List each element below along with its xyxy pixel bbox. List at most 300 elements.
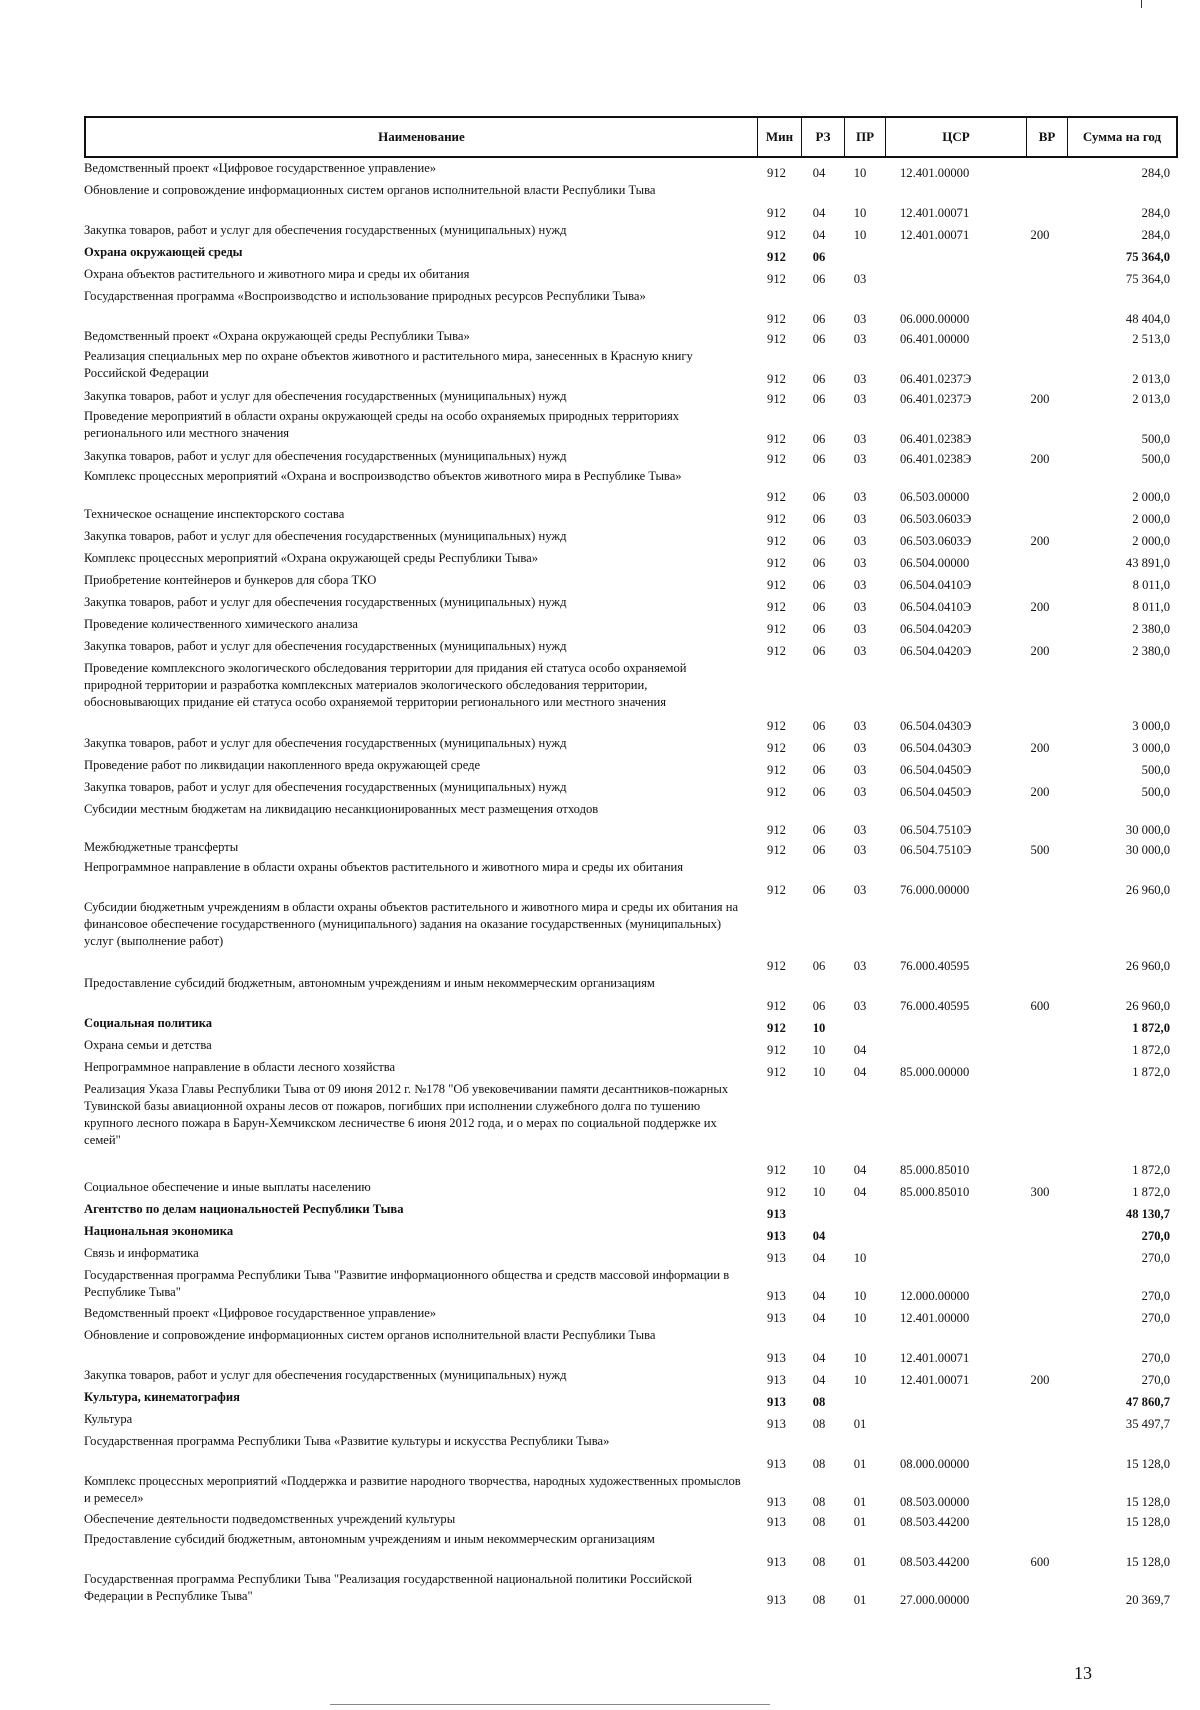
row-min: 912 [767, 823, 786, 837]
row-rz: 06 [812, 534, 826, 548]
row-csr: 06.504.00000 [900, 556, 970, 570]
row-min: 912 [767, 392, 786, 406]
row-csr: 12.401.00000 [900, 166, 970, 180]
row-rz: 06 [812, 843, 826, 857]
row-rz: 04 [812, 1251, 826, 1265]
row-codes [755, 1179, 1178, 1201]
row-sum: 15 128,0 [1125, 1515, 1170, 1529]
row-csr: 76.000.40595 [900, 959, 970, 973]
row-name: Закупка товаров, работ и услуг для обеспечения государственных (муниципальных) нужд [84, 223, 567, 237]
row-min: 912 [767, 1043, 786, 1057]
row-csr: 06.401.0238Э [900, 452, 972, 466]
row-codes [755, 1411, 1178, 1433]
row-sum: 500,0 [1141, 432, 1170, 446]
table-row [84, 328, 1178, 348]
row-min: 912 [767, 512, 786, 526]
row-sum: 15 128,0 [1125, 1457, 1170, 1471]
row-codes [755, 550, 1178, 572]
row-sum: 26 960,0 [1125, 883, 1170, 897]
row-rz: 04 [812, 166, 826, 180]
row-sum: 26 960,0 [1125, 999, 1170, 1013]
row-sum: 2 380,0 [1132, 644, 1170, 658]
row-min: 913 [767, 1229, 786, 1243]
row-name: Государственная программа Республики Тыва "Реализация государственной национальной политики Российской Федерации в Республике Тыва" [84, 1572, 692, 1603]
row-sum: 270,0 [1141, 1251, 1170, 1265]
row-codes [755, 288, 1178, 328]
row-name: Обновление и сопровождение информационных систем органов исполнительной власти Республики Тыва [84, 183, 656, 197]
row-rz: 06 [812, 959, 826, 973]
row-csr: 08.503.44200 [900, 1555, 970, 1569]
row-min: 912 [767, 556, 786, 570]
row-sum: 15 128,0 [1125, 1555, 1170, 1569]
row-name: Комплекс процессных мероприятий «Поддержка и развитие народного творчества, народных художественных промыслов и ремесел» [84, 1474, 741, 1505]
row-sum: 1 872,0 [1132, 1065, 1170, 1079]
row-min: 912 [767, 534, 786, 548]
row-rz: 10 [812, 1043, 826, 1057]
table-row [84, 975, 1178, 1015]
row-codes [755, 388, 1178, 408]
row-codes [755, 638, 1178, 660]
row-codes [755, 975, 1178, 1015]
row-csr: 08.503.44200 [900, 1515, 970, 1529]
row-rz: 06 [812, 578, 826, 592]
table-row [84, 1245, 1178, 1267]
row-pr: 10 [853, 1351, 867, 1365]
row-pr: 04 [853, 1185, 867, 1199]
row-csr: 76.000.00000 [900, 883, 970, 897]
row-name: Национальная экономика [84, 1224, 234, 1238]
row-pr: 03 [853, 432, 867, 446]
row-codes [755, 1267, 1178, 1305]
row-sum: 2 013,0 [1132, 372, 1170, 386]
table-row [84, 348, 1178, 388]
row-min: 912 [767, 1185, 786, 1199]
row-min: 912 [767, 1163, 786, 1177]
table-row [84, 1015, 1178, 1037]
row-name: Государственная программа Республики Тыва "Развитие информационного общества и средств массовой информации в Республике Тыва" [84, 1268, 730, 1299]
row-name: Обеспечение деятельности подведомственных учреждений культуры [84, 1512, 456, 1526]
row-pr: 01 [853, 1515, 867, 1529]
row-name: Межбюджетные трансферты [84, 840, 239, 854]
table-row [84, 1327, 1178, 1367]
row-min: 912 [767, 332, 786, 346]
row-min: 912 [767, 622, 786, 636]
table-row [84, 1267, 1178, 1305]
table-row [84, 572, 1178, 594]
row-csr: 06.504.0450Э [900, 785, 972, 799]
table-row [84, 160, 1178, 182]
row-pr: 01 [853, 1495, 867, 1509]
table-row [84, 1081, 1178, 1179]
table-row [84, 288, 1178, 328]
row-codes [755, 859, 1178, 899]
row-sum: 270,0 [1141, 1351, 1170, 1365]
scan-mark-top-right [1141, 0, 1142, 8]
table-row [84, 801, 1178, 839]
row-name: Субсидии местным бюджетам на ликвидацию несанкционированных мест размещения отходов [84, 802, 599, 816]
table-row [84, 757, 1178, 779]
row-sum: 8 011,0 [1132, 578, 1170, 592]
row-pr: 03 [853, 785, 867, 799]
row-sum: 500,0 [1141, 452, 1170, 466]
row-min: 913 [767, 1373, 786, 1387]
row-name: Государственная программа Республики Тыва «Развитие культуры и искусства Республики Тыва» [84, 1434, 610, 1448]
table-body [84, 160, 1178, 1609]
table-row [84, 1571, 1178, 1609]
row-min: 912 [767, 578, 786, 592]
row-sum: 15 128,0 [1125, 1495, 1170, 1509]
row-rz: 06 [812, 823, 826, 837]
row-name: Техническое оснащение инспекторского состава [84, 507, 345, 521]
row-rz: 06 [812, 785, 826, 799]
row-rz: 06 [812, 999, 826, 1013]
row-min: 912 [767, 883, 786, 897]
row-rz: 04 [812, 206, 826, 220]
row-rz: 06 [812, 272, 826, 286]
table-row [84, 660, 1178, 735]
row-vr: 200 [1030, 452, 1050, 466]
row-pr: 03 [853, 600, 867, 614]
row-min: 912 [767, 250, 786, 264]
table-row [84, 408, 1178, 448]
row-vr: 200 [1030, 785, 1050, 799]
row-rz: 08 [812, 1395, 826, 1409]
row-sum: 1 872,0 [1132, 1185, 1170, 1199]
row-vr: 600 [1030, 1555, 1050, 1569]
row-csr: 12.000.00000 [900, 1289, 970, 1303]
row-pr: 03 [853, 272, 867, 286]
row-name: Комплекс процессных мероприятий «Охрана и воспроизводство объектов животного мира в Республике Тыва» [84, 469, 682, 483]
row-name: Проведение мероприятий в области охраны окружающей среды на особо охраняемых природных территориях регионального или местного значения [84, 409, 680, 440]
row-name: Закупка товаров, работ и услуг для обеспечения государственных (муниципальных) нужд [84, 1368, 567, 1382]
row-pr: 03 [853, 741, 867, 755]
row-sum: 2 000,0 [1132, 534, 1170, 548]
row-pr: 03 [853, 823, 867, 837]
row-codes [755, 616, 1178, 638]
table-row [84, 1037, 1178, 1059]
row-pr: 10 [853, 1289, 867, 1303]
row-min: 913 [767, 1555, 786, 1569]
row-sum: 35 497,7 [1125, 1417, 1170, 1431]
row-name: Культура, кинематография [84, 1390, 240, 1404]
table-header [84, 116, 1178, 158]
row-pr: 03 [853, 578, 867, 592]
row-codes [755, 160, 1178, 182]
scan-line-bottom [330, 1704, 770, 1705]
row-rz: 08 [812, 1555, 826, 1569]
table-row [84, 1059, 1178, 1081]
row-rz: 06 [812, 372, 826, 386]
row-csr: 06.504.0430Э [900, 741, 972, 755]
table-row [84, 859, 1178, 899]
header-csr: ЦСР [885, 118, 1026, 156]
row-name: Реализация Указа Главы Республики Тыва от 09 июня 2012 г. №178 "Об увековечивании памяти десантников-пожарных Тувинской базы авиационной охраны лесов от пожаров, погибших при исполнении служебного долга по тушению крупного лесного пожара в Барун-Хемчикском лесничестве 6 июня 2012 года, и о мерах по социальной поддержке их семей" [84, 1082, 729, 1147]
row-csr: 06.504.0410Э [900, 578, 972, 592]
row-codes [755, 899, 1178, 975]
row-vr: 600 [1030, 999, 1050, 1013]
row-min: 912 [767, 999, 786, 1013]
row-codes [755, 779, 1178, 801]
row-csr: 06.504.0420Э [900, 622, 972, 636]
row-sum: 2 513,0 [1132, 332, 1170, 346]
table-row [84, 616, 1178, 638]
row-min: 912 [767, 272, 786, 286]
row-rz: 08 [812, 1457, 826, 1471]
row-codes [755, 1511, 1178, 1531]
row-sum: 2 380,0 [1132, 622, 1170, 636]
row-sum: 47 860,7 [1125, 1395, 1170, 1409]
row-min: 912 [767, 644, 786, 658]
row-rz: 06 [812, 332, 826, 346]
row-min: 912 [767, 228, 786, 242]
row-pr: 01 [853, 1593, 867, 1607]
row-sum: 284,0 [1141, 228, 1170, 242]
row-sum: 284,0 [1141, 166, 1170, 180]
row-min: 912 [767, 490, 786, 504]
row-pr: 03 [853, 512, 867, 526]
row-csr: 06.503.00000 [900, 490, 970, 504]
row-csr: 06.503.0603Э [900, 512, 972, 526]
row-rz: 04 [812, 1289, 826, 1303]
row-sum: 270,0 [1141, 1373, 1170, 1387]
row-pr: 03 [853, 312, 867, 326]
row-name: Предоставление субсидий бюджетным, автономным учреждениям и иным некоммерческим организациям [84, 1532, 655, 1546]
row-min: 912 [767, 452, 786, 466]
row-sum: 1 872,0 [1132, 1021, 1170, 1035]
row-codes [755, 1571, 1178, 1609]
row-codes [755, 1473, 1178, 1511]
row-codes [755, 594, 1178, 616]
table-row [84, 899, 1178, 975]
table-row [84, 222, 1178, 244]
table-row [84, 594, 1178, 616]
table-row [84, 1223, 1178, 1245]
table-row [84, 839, 1178, 859]
row-rz: 10 [812, 1021, 826, 1035]
row-min: 913 [767, 1207, 786, 1221]
row-codes [755, 448, 1178, 468]
row-codes [755, 408, 1178, 448]
row-pr: 01 [853, 1457, 867, 1471]
row-sum: 270,0 [1141, 1311, 1170, 1325]
row-rz: 04 [812, 1373, 826, 1387]
row-min: 912 [767, 600, 786, 614]
row-sum: 43 891,0 [1125, 556, 1170, 570]
row-rz: 06 [812, 250, 826, 264]
row-name: Непрограммное направление в области лесного хозяйства [84, 1060, 396, 1074]
row-vr: 200 [1030, 600, 1050, 614]
row-min: 912 [767, 959, 786, 973]
row-codes [755, 1367, 1178, 1389]
row-sum: 3 000,0 [1132, 741, 1170, 755]
row-vr: 200 [1030, 534, 1050, 548]
row-name: Обновление и сопровождение информационных систем органов исполнительной власти Республики Тыва [84, 1328, 656, 1342]
row-rz: 10 [812, 1185, 826, 1199]
row-rz: 06 [812, 622, 826, 636]
row-csr: 06.401.00000 [900, 332, 970, 346]
row-sum: 26 960,0 [1125, 959, 1170, 973]
row-name: Социальное обеспечение и иные выплаты населению [84, 1180, 371, 1194]
row-rz: 10 [812, 1163, 826, 1177]
row-pr: 03 [853, 534, 867, 548]
row-name: Закупка товаров, работ и услуг для обеспечения государственных (муниципальных) нужд [84, 639, 567, 653]
row-csr: 08.000.00000 [900, 1457, 970, 1471]
row-codes [755, 1305, 1178, 1327]
row-sum: 20 369,7 [1125, 1593, 1170, 1607]
row-min: 912 [767, 1021, 786, 1035]
row-rz: 08 [812, 1515, 826, 1529]
row-codes [755, 1389, 1178, 1411]
table-row [84, 528, 1178, 550]
row-rz: 06 [812, 392, 826, 406]
row-rz: 06 [812, 741, 826, 755]
header-rz: РЗ [801, 118, 844, 156]
row-codes [755, 1327, 1178, 1367]
row-min: 913 [767, 1251, 786, 1265]
row-rz: 04 [812, 1351, 826, 1365]
row-rz: 04 [812, 228, 826, 242]
row-pr: 03 [853, 392, 867, 406]
row-codes [755, 660, 1178, 735]
row-name: Проведение количественного химического анализа [84, 617, 358, 631]
row-pr: 03 [853, 332, 867, 346]
row-min: 913 [767, 1351, 786, 1365]
row-pr: 03 [853, 763, 867, 777]
row-codes [755, 572, 1178, 594]
table-row [84, 1531, 1178, 1571]
row-csr: 76.000.40595 [900, 999, 970, 1013]
table-row [84, 388, 1178, 408]
row-codes [755, 1201, 1178, 1223]
row-min: 912 [767, 843, 786, 857]
row-csr: 06.401.0237Э [900, 372, 972, 386]
row-name: Ведомственный проект «Цифровое государственное управление» [84, 1306, 437, 1320]
row-rz: 06 [812, 556, 826, 570]
row-pr: 01 [853, 1417, 867, 1431]
row-name: Приобретение контейнеров и бункеров для сбора ТКО [84, 573, 377, 587]
row-vr: 300 [1030, 1185, 1050, 1199]
row-name: Ведомственный проект «Цифровое государственное управление» [84, 161, 437, 175]
page-number: 13 [1074, 1663, 1092, 1683]
header-min: Мин [757, 118, 801, 156]
row-pr: 03 [853, 644, 867, 658]
row-name: Агентство по делам национальностей Республики Тыва [84, 1202, 404, 1216]
row-codes [755, 348, 1178, 388]
row-pr: 03 [853, 490, 867, 504]
row-name: Закупка товаров, работ и услуг для обеспечения государственных (муниципальных) нужд [84, 736, 567, 750]
row-pr: 04 [853, 1043, 867, 1057]
row-name: Ведомственный проект «Охрана окружающей среды Республики Тыва» [84, 329, 470, 343]
row-pr: 03 [853, 883, 867, 897]
row-min: 912 [767, 719, 786, 733]
row-codes [755, 222, 1178, 244]
row-codes [755, 506, 1178, 528]
row-vr: 200 [1030, 1373, 1050, 1387]
row-codes [755, 468, 1178, 506]
row-pr: 03 [853, 556, 867, 570]
row-min: 913 [767, 1395, 786, 1409]
row-min: 913 [767, 1289, 786, 1303]
row-min: 913 [767, 1515, 786, 1529]
row-pr: 10 [853, 228, 867, 242]
row-csr: 12.401.00071 [900, 1373, 970, 1387]
row-csr: 06.504.7510Э [900, 823, 972, 837]
row-rz: 06 [812, 452, 826, 466]
row-name: Субсидии бюджетным учреждениям в области охраны объектов растительного и животного мира и среды их обитания на финансовое обеспечение государственного (муниципального) задания на оказание государственных (муниципальных) услуг (выполнение работ) [84, 900, 739, 948]
row-csr: 12.401.00071 [900, 228, 970, 242]
row-name: Реализация специальных мер по охране объектов животного и растительного мира, занесенных в Красную книгу Российской Федерации [84, 349, 693, 380]
row-pr: 03 [853, 843, 867, 857]
row-codes [755, 1059, 1178, 1081]
row-vr: 200 [1030, 228, 1050, 242]
table-row [84, 1201, 1178, 1223]
row-sum: 2 013,0 [1132, 392, 1170, 406]
table-row [84, 1389, 1178, 1411]
row-min: 913 [767, 1495, 786, 1509]
row-codes [755, 266, 1178, 288]
row-sum: 30 000,0 [1125, 823, 1170, 837]
row-csr: 12.401.00071 [900, 206, 970, 220]
row-csr: 06.000.00000 [900, 312, 970, 326]
row-codes [755, 244, 1178, 266]
row-pr: 10 [853, 1373, 867, 1387]
row-rz: 06 [812, 719, 826, 733]
row-rz: 08 [812, 1417, 826, 1431]
row-csr: 85.000.85010 [900, 1163, 970, 1177]
row-codes [755, 735, 1178, 757]
row-min: 912 [767, 206, 786, 220]
row-name: Охрана объектов растительного и животного мира и среды их обитания [84, 267, 470, 281]
row-pr: 04 [853, 1163, 867, 1177]
row-csr: 06.503.0603Э [900, 534, 972, 548]
row-codes [755, 1037, 1178, 1059]
row-sum: 75 364,0 [1125, 250, 1170, 264]
row-name: Культура [84, 1412, 133, 1426]
row-sum: 284,0 [1141, 206, 1170, 220]
row-csr: 85.000.85010 [900, 1185, 970, 1199]
row-name: Закупка товаров, работ и услуг для обеспечения государственных (муниципальных) нужд [84, 595, 567, 609]
row-codes [755, 1223, 1178, 1245]
row-sum: 30 000,0 [1125, 843, 1170, 857]
row-rz: 06 [812, 312, 826, 326]
row-sum: 270,0 [1141, 1289, 1170, 1303]
row-codes [755, 839, 1178, 859]
row-min: 913 [767, 1311, 786, 1325]
row-rz: 10 [812, 1065, 826, 1079]
row-sum: 75 364,0 [1125, 272, 1170, 286]
row-pr: 03 [853, 452, 867, 466]
table-row [84, 1473, 1178, 1511]
row-min: 913 [767, 1457, 786, 1471]
row-rz: 04 [812, 1229, 826, 1243]
row-csr: 06.504.0410Э [900, 600, 972, 614]
row-sum: 1 872,0 [1132, 1043, 1170, 1057]
row-csr: 06.504.0450Э [900, 763, 972, 777]
row-sum: 8 011,0 [1132, 600, 1170, 614]
row-min: 913 [767, 1417, 786, 1431]
header-name: Наименование [378, 129, 465, 144]
row-codes [755, 1531, 1178, 1571]
row-rz: 06 [812, 600, 826, 614]
row-min: 912 [767, 763, 786, 777]
row-codes [755, 1433, 1178, 1473]
row-sum: 1 872,0 [1132, 1163, 1170, 1177]
row-name: Непрограммное направление в области охраны объектов растительного и животного мира и среды их обитания [84, 860, 684, 874]
row-pr: 03 [853, 372, 867, 386]
row-codes [755, 801, 1178, 839]
table-row [84, 1511, 1178, 1531]
row-csr: 85.000.00000 [900, 1065, 970, 1079]
